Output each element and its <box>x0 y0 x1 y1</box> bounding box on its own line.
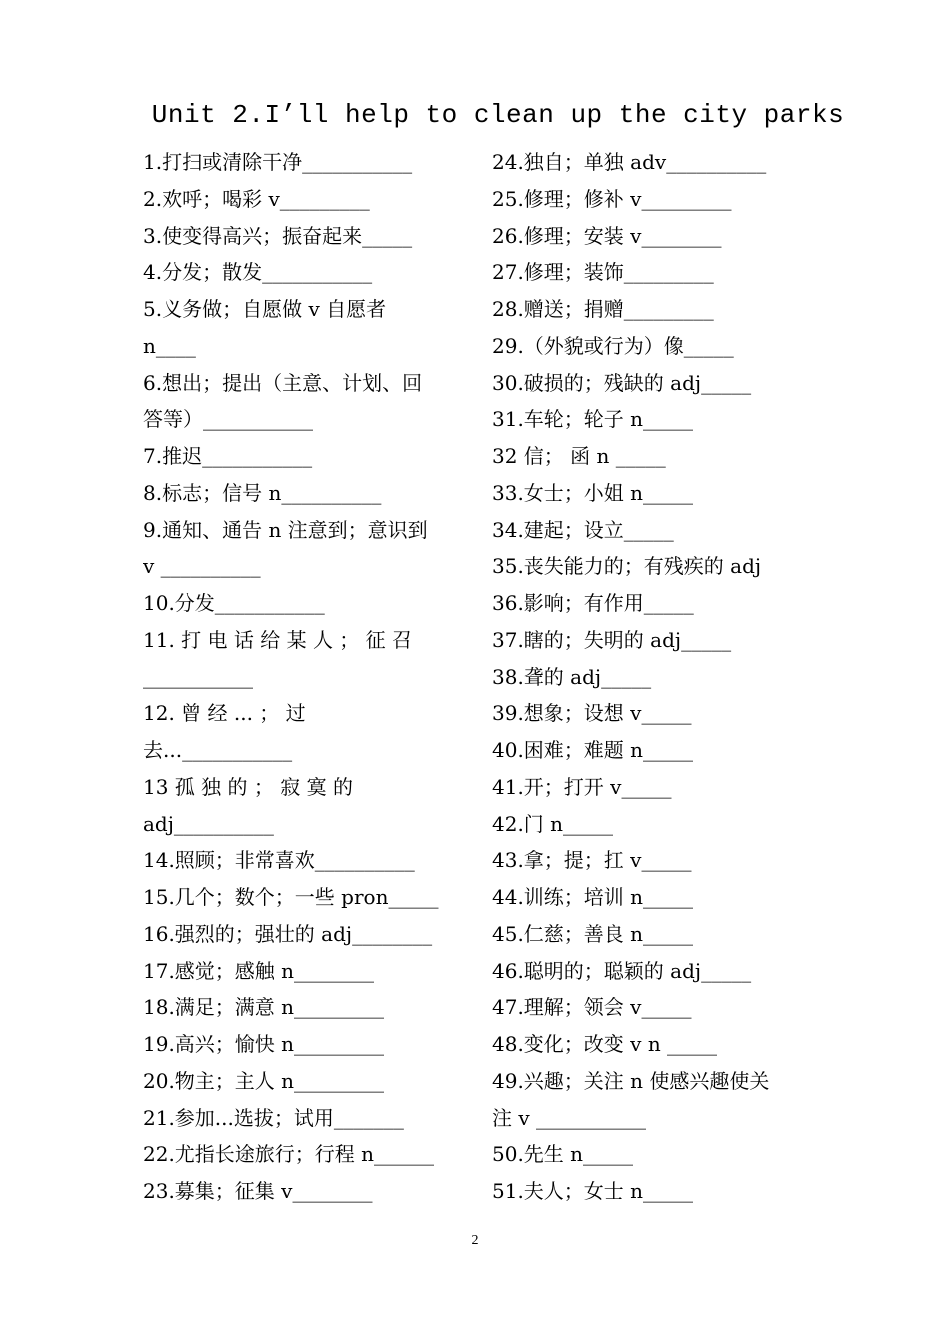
vocab-line: v __________ <box>143 554 261 579</box>
vocab-line: 1.打扫或清除干净___________ <box>143 150 413 174</box>
vocab-line: 4.分发；散发___________ <box>143 260 373 285</box>
vocab-line: 47.理解；领会 v_____ <box>492 995 692 1020</box>
vocab-line: 25.修理；修补 v_________ <box>492 186 732 211</box>
vocab-line: 7.推迟___________ <box>143 444 313 468</box>
vocab-line: 19.高兴；愉快 n_________ <box>143 1032 385 1056</box>
right-column <box>492 144 810 1210</box>
vocab-line: 答等）___________ <box>143 407 313 432</box>
vocab-line: 43.拿；提；扛 v_____ <box>492 848 692 873</box>
vocab-line: 18.满足；满意 n_________ <box>143 995 385 1020</box>
vocab-line: 22.尤指长途旅行；行程 n______ <box>143 1142 435 1167</box>
vocab-line: 10.分发___________ <box>143 591 325 615</box>
vocab-line: 注 v ___________ <box>492 1105 647 1130</box>
vocab-line: 13 孤 独 的 ； 寂 寞 的 <box>143 774 353 799</box>
vocab-line: 5.义务做；自愿做 v 自愿者 <box>143 297 387 321</box>
vocab-line: 35.丧失能力的；有残疾的 adj <box>492 554 762 579</box>
page-number: 2 <box>471 1233 479 1248</box>
vocab-line: 36.影响；有作用_____ <box>492 591 694 615</box>
left-column <box>143 144 461 1210</box>
vocab-line: 11. 打 电 话 给 某 人 ； 征 召 <box>143 627 413 652</box>
vocab-line: 6.想出；提出（主意、计划、回 <box>143 370 423 395</box>
vocab-line: adj__________ <box>143 811 274 836</box>
vocab-line: 15.几个；数个；一些 pron_____ <box>143 885 439 909</box>
vocab-line: ___________ <box>143 664 253 689</box>
vocab-line: 44.训练；培训 n_____ <box>492 885 694 909</box>
vocab-line: 9.通知、通告 n 注意到；意识到 <box>143 517 428 542</box>
vocab-line: 27.修理；装饰_________ <box>492 260 714 285</box>
vocab-line: 42.门 n_____ <box>492 811 614 836</box>
vocab-line: 14.照顾；非常喜欢__________ <box>143 848 415 873</box>
vocab-line: 38.聋的 adj_____ <box>492 664 652 689</box>
vocab-line: 24.独自；单独 adv__________ <box>492 150 767 174</box>
vocab-line: 45.仁慈；善良 n_____ <box>492 921 694 946</box>
page-title: Unit 2.I’ll help to clean up the city parks <box>151 100 845 130</box>
vocab-line: 26.修理；安装 v________ <box>492 223 722 248</box>
vocab-line: 去...___________ <box>143 738 293 762</box>
vocab-line: 16.强烈的；强壮的 adj________ <box>143 921 433 946</box>
vocab-line: n____ <box>143 333 196 358</box>
vocab-line: 49.兴趣；关注 n 使感兴趣使关 <box>492 1068 770 1093</box>
vocab-line: 28.赠送；捐赠_________ <box>492 297 714 321</box>
vocab-line: 39.想象；设想 v_____ <box>492 701 692 726</box>
vocab-line: 40.困难；难题 n_____ <box>492 738 694 762</box>
vocab-line: 34.建起；设立_____ <box>492 517 674 542</box>
vocab-line: 46.聪明的；聪颖的 adj_____ <box>492 958 752 983</box>
vocab-line: 31.车轮；轮子 n_____ <box>492 407 694 432</box>
vocab-line: 2.欢呼；喝彩 v_________ <box>143 186 370 211</box>
vocab-line: 29.（外貌或行为）像_____ <box>492 333 734 358</box>
vocab-line: 50.先生 n_____ <box>492 1142 634 1167</box>
vocab-line: 30.破损的；残缺的 adj_____ <box>492 370 752 395</box>
vocab-line: 3.使变得高兴；振奋起来_____ <box>143 223 413 248</box>
vocab-line: 20.物主；主人 n_________ <box>143 1068 385 1093</box>
vocab-line: 51.夫人；女士 n_____ <box>492 1179 694 1203</box>
vocab-line: 23.募集；征集 v________ <box>143 1179 373 1203</box>
vocab-line: 32 信； 函 n _____ <box>492 444 666 468</box>
vocab-line: 21.参加...选拔；试用_______ <box>143 1105 404 1130</box>
vocab-line: 8.标志；信号 n__________ <box>143 480 382 505</box>
vocab-line: 48.变化；改变 v n _____ <box>492 1032 718 1056</box>
vocab-line: 33.女士；小姐 n_____ <box>492 480 694 505</box>
vocab-line: 17.感觉；感触 n________ <box>143 958 375 983</box>
vocab-line: 37.瞎的；失明的 adj_____ <box>492 627 732 652</box>
vocab-line: 12. 曾 经 ... ； 过 <box>143 701 306 726</box>
vocab-line: 41.开；打开 v_____ <box>492 774 672 799</box>
